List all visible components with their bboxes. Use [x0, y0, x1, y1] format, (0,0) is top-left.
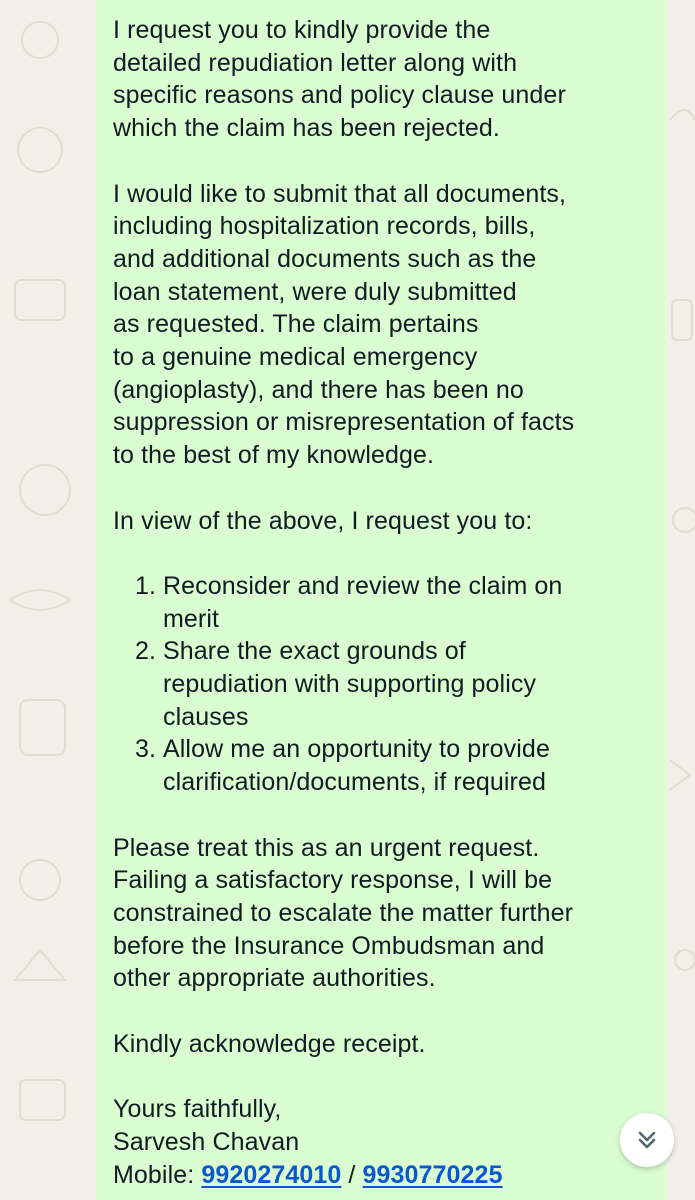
text-line: merit	[163, 604, 220, 633]
signature-block	[113, 1093, 654, 1191]
list-number: 1.	[135, 571, 157, 600]
request-list	[113, 570, 654, 799]
text-line: to the best of my knowledge.	[113, 441, 435, 470]
text-line: Failing a satisfactory response, I will be	[113, 866, 553, 895]
text-line: loan statement, were duly submitted	[113, 277, 517, 306]
text-line: and additional documents such as the	[113, 244, 537, 273]
paragraph-submission	[113, 178, 654, 472]
text-line: detailed repudiation letter along with	[113, 48, 518, 77]
text-line: to a genuine medical emergency	[113, 343, 478, 372]
list-item	[113, 733, 654, 798]
text-line: specific reasons and policy clause under	[113, 81, 566, 110]
text-line: Please treat this as an urgent request.	[113, 833, 540, 862]
text-line: Kindly acknowledge receipt.	[113, 1029, 426, 1058]
text-line: In view of the above, I request you to:	[113, 506, 533, 535]
mobile-line	[113, 1159, 654, 1192]
text-line: I request you to kindly provide the	[113, 16, 491, 44]
list-number: 2.	[135, 637, 157, 666]
text-line: other appropriate authorities.	[113, 964, 436, 993]
phone-separator: /	[341, 1160, 363, 1189]
scroll-to-bottom-button[interactable]	[620, 1113, 674, 1167]
message-text	[113, 14, 654, 1191]
paragraph-request-letter	[113, 14, 654, 145]
text-line: Share the exact grounds of	[163, 637, 466, 666]
message-bubble	[96, 0, 666, 1200]
paragraph-urgent	[113, 832, 654, 996]
paragraph-intro	[113, 505, 654, 538]
text-line: Allow me an opportunity to provide	[163, 735, 550, 764]
double-chevron-down-icon	[634, 1127, 660, 1153]
text-line: including hospitalization records, bills,	[113, 212, 536, 241]
text-line: I would like to submit that all documents,	[113, 179, 567, 208]
phone-link-2[interactable]: 9930770225	[362, 1160, 503, 1189]
text-line: suppression or misrepresentation of facts	[113, 408, 575, 437]
list-number: 3.	[135, 735, 157, 764]
text-line: clauses	[163, 702, 249, 731]
text-line: (angioplasty), and there has been no	[113, 375, 524, 404]
list-item	[113, 635, 654, 733]
text-line: Reconsider and review the claim on	[163, 571, 563, 600]
text-line: before the Insurance Ombudsman and	[113, 931, 545, 960]
phone-link-1[interactable]: 9920274010	[201, 1160, 342, 1189]
mobile-label: Mobile:	[113, 1160, 202, 1189]
list-item	[113, 570, 654, 635]
sender-name: Sarvesh Chavan	[113, 1127, 300, 1156]
text-line: clarification/documents, if required	[163, 768, 546, 797]
closing-text: Yours faithfully,	[113, 1095, 282, 1124]
paragraph-acknowledge	[113, 1028, 654, 1061]
text-line: which the claim has been rejected.	[113, 114, 500, 143]
text-line: repudiation with supporting policy	[163, 670, 537, 699]
text-line: as requested. The claim pertains	[113, 310, 479, 339]
text-line: constrained to escalate the matter further	[113, 898, 573, 927]
